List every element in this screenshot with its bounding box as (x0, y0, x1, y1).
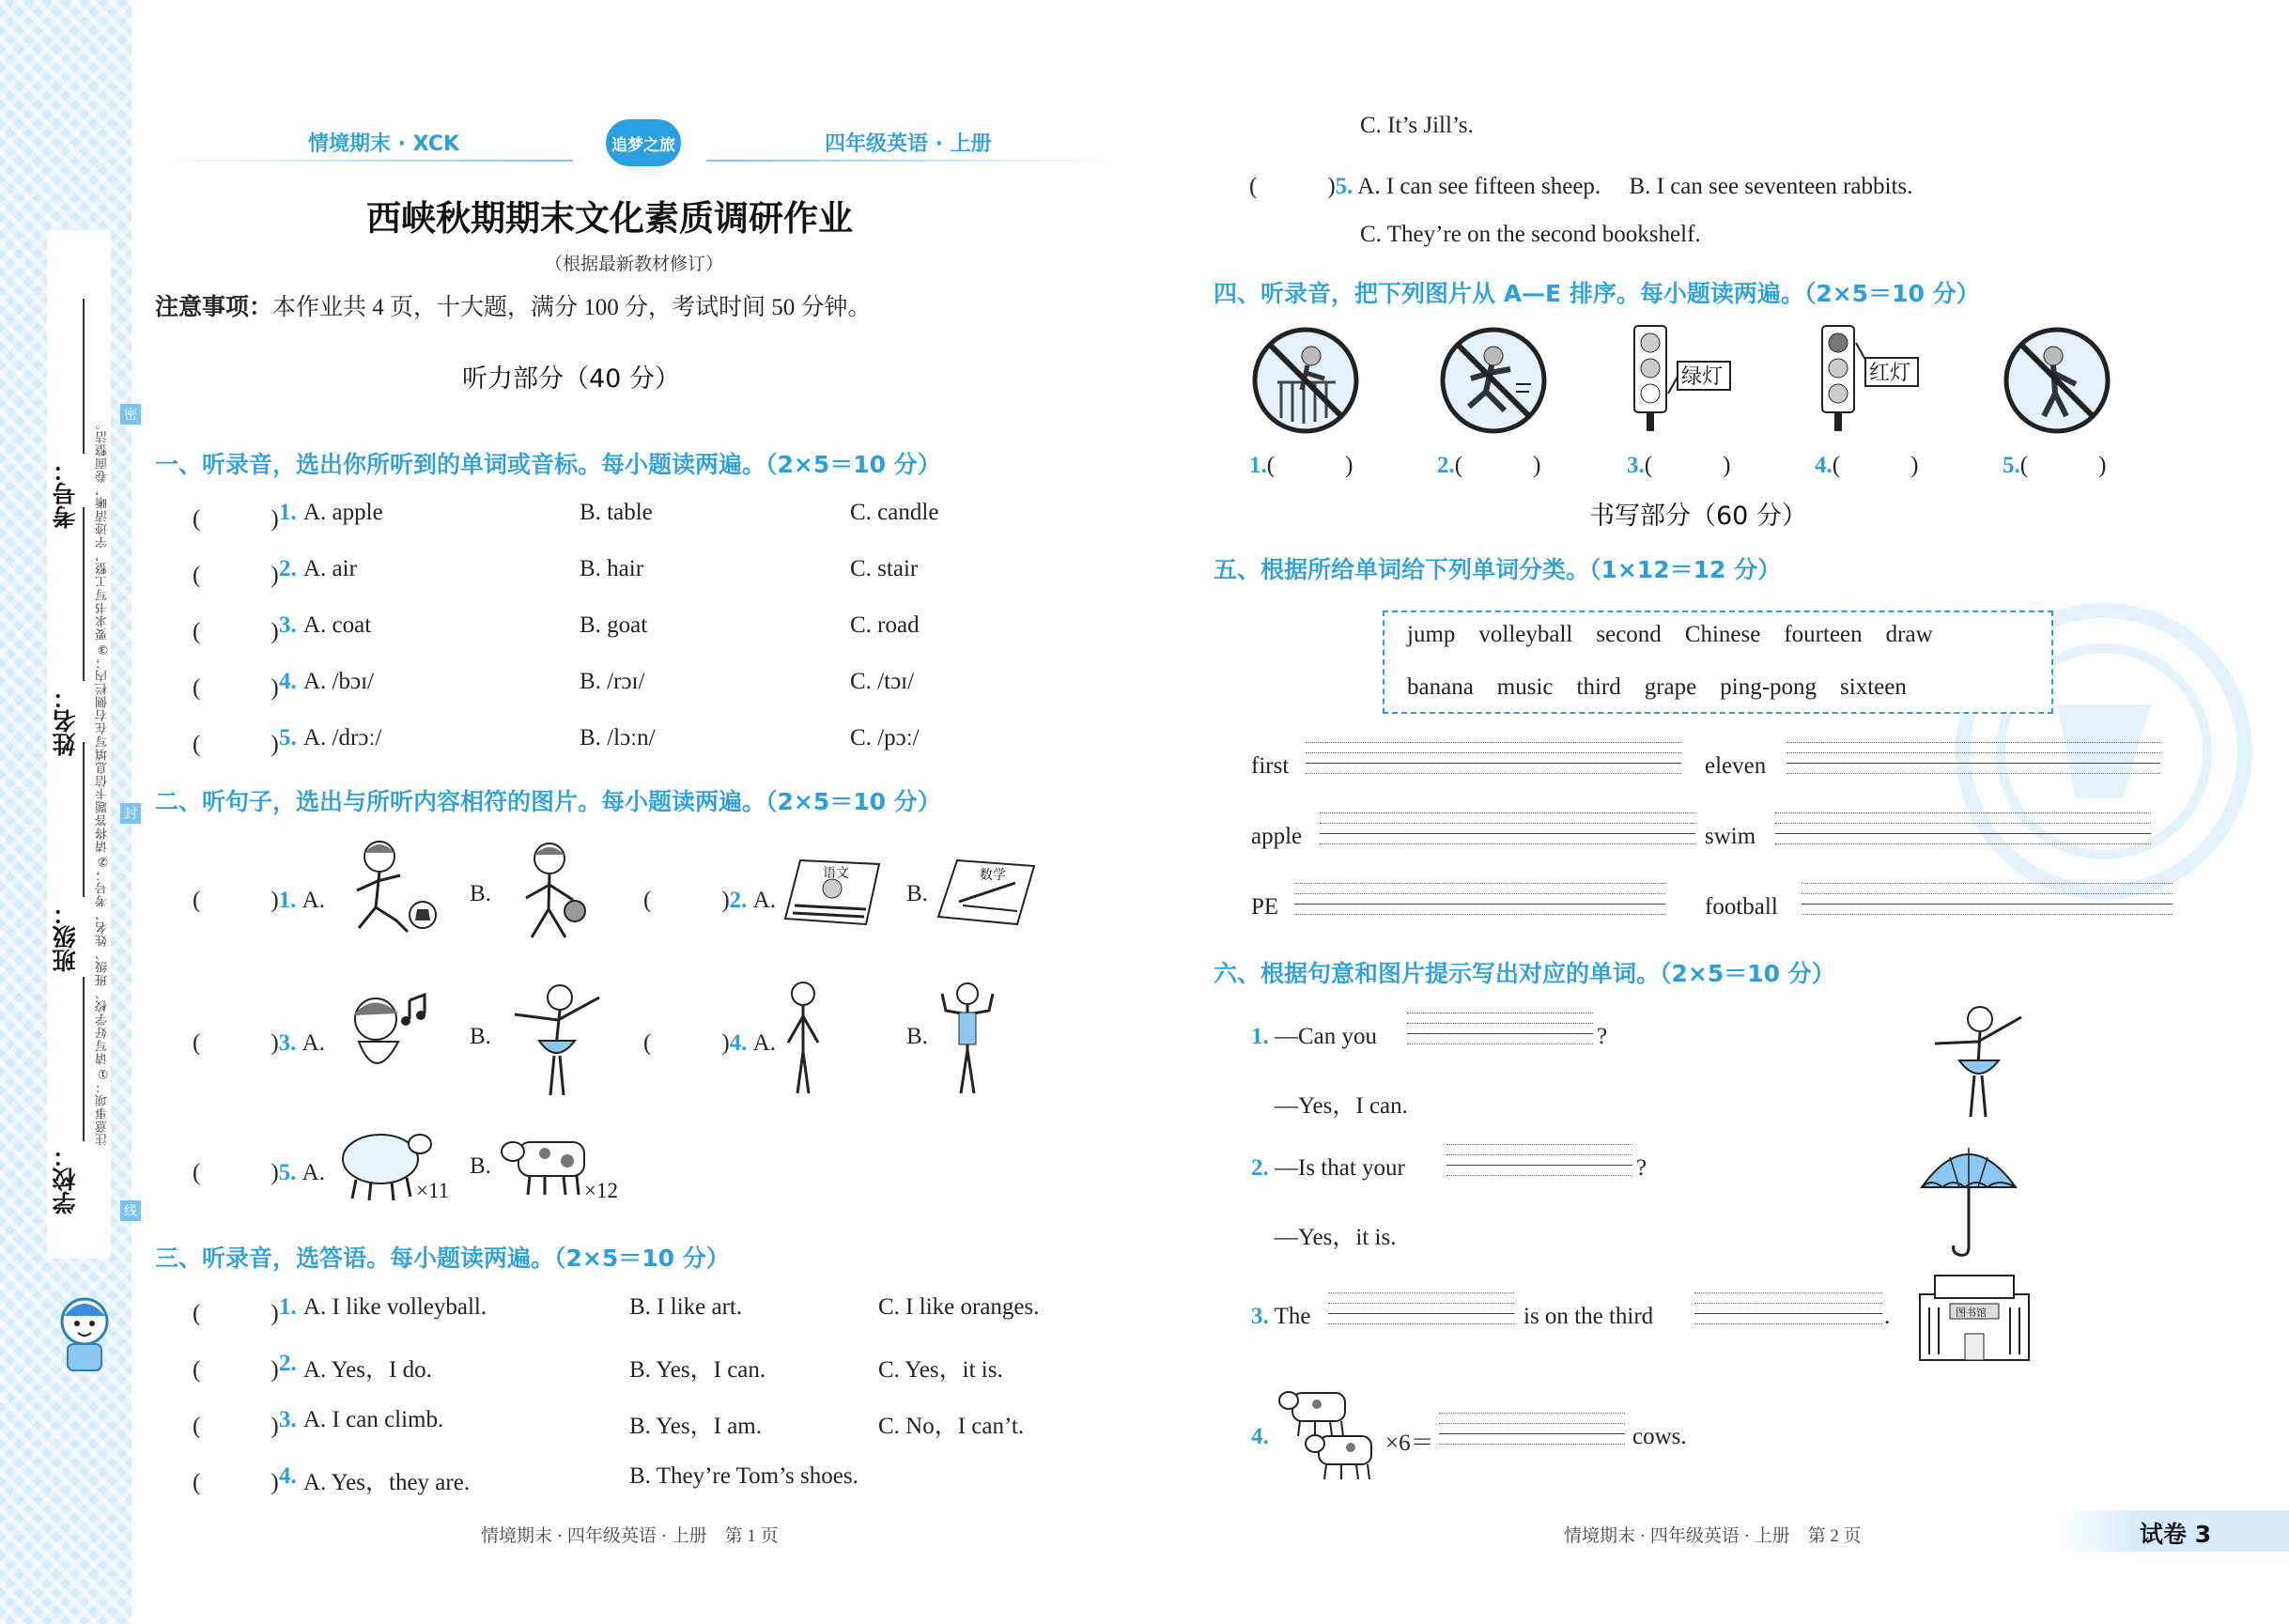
red-light-icon (1815, 324, 1918, 437)
answer-line-football[interactable] (1802, 875, 2173, 915)
s4-answer-4[interactable]: 4.( ) (1815, 453, 1919, 478)
s2-q1: ( )1. A. (193, 888, 325, 913)
answer-line-swim[interactable] (1775, 805, 2151, 844)
answer-blank[interactable]: ( ) (193, 563, 279, 588)
class-line[interactable] (83, 742, 85, 897)
umbrella-icon (1916, 1137, 2019, 1259)
option-b: B. table (580, 500, 653, 525)
s6-q4-end: cows. (1632, 1424, 1687, 1449)
option-b: B. Yes，I am. (629, 1414, 762, 1439)
section-3-heading: 三、听录音，选答语。每小题读两遍。（2×5＝10 分） (155, 1245, 730, 1272)
option-c: C. road (850, 612, 920, 638)
girl-singing-icon (331, 982, 443, 1094)
s4-answer-3[interactable]: 3.( ) (1627, 453, 1731, 478)
answer-blank[interactable]: ( ) (193, 619, 279, 644)
answer-blank[interactable]: ( ) (193, 1301, 279, 1326)
option-b: B. I like art. (629, 1294, 743, 1320)
s6-q4-times: ×6＝ (1385, 1431, 1434, 1456)
ballet-dancer-icon (1916, 1000, 2038, 1122)
answer-blank[interactable]: ( ) (643, 1030, 730, 1056)
s6-q1-end: ? (1597, 1024, 1608, 1049)
s4-answer-5[interactable]: 5.( ) (2003, 453, 2107, 478)
category-first: first (1251, 753, 1290, 779)
header-right-tag: 四年级英语 · 上册 (825, 132, 992, 156)
answer-line-q4[interactable] (1439, 1405, 1625, 1445)
thin-girl-icon (775, 977, 831, 1099)
option-b: B. /lɔːn/ (580, 725, 656, 750)
mascot-icon (47, 1291, 122, 1376)
exam-number-label: 考号： (52, 458, 79, 529)
section-5-heading: 五、根据所给单词给下列单词分类。（1×12＝12 分） (1214, 556, 1782, 583)
footer-page-2: 情境期末 · 四年级英语 · 上册 第 2 页 (1564, 1526, 1862, 1546)
notice (155, 288, 872, 322)
answer-blank[interactable]: ( ) (193, 1160, 279, 1185)
s6-q3: 3. The (1251, 1304, 1311, 1329)
option-b: B. goat (580, 612, 648, 638)
green-light-label: 绿灯 (1681, 365, 1724, 389)
writing-heading: 书写部分（60 分） (1589, 502, 1807, 531)
seal-feng: 封 (120, 803, 141, 824)
category-pe: PE (1251, 894, 1279, 920)
answer-line-pe[interactable] (1294, 875, 1665, 915)
s2-q5: ( )5. A. (193, 1160, 325, 1185)
answer-blank[interactable]: ( ) (193, 1470, 279, 1495)
option-b: B. hair (580, 556, 644, 581)
library-sign: 图书馆 (1956, 1307, 1987, 1319)
answer-blank[interactable]: ( ) (193, 675, 279, 701)
girl-dancing-icon (496, 977, 609, 1099)
answer-blank[interactable]: ( ) (193, 1414, 279, 1439)
answer-blank[interactable]: ( ) (193, 888, 279, 913)
s3-row-5: ( )5. A. I can see fifteen sheep. B. I can see seventeen rabbits. (1249, 174, 1913, 199)
book-title-shuxue: 数学 (980, 868, 1006, 883)
listening-heading: 听力部分（40 分） (462, 364, 680, 394)
page-subtitle: （根据最新教材修订） (545, 255, 724, 274)
answer-line-q2[interactable] (1446, 1137, 1632, 1176)
s2-q2-b: B. (906, 881, 928, 906)
header-rule-right (706, 160, 1120, 162)
s4-answer-2[interactable]: 2.( ) (1437, 453, 1541, 478)
s6-q2-answer: —Yes，it is. (1275, 1225, 1397, 1250)
option-a: A. /bɔɪ/ (303, 669, 374, 694)
s6-q2-end: ? (1636, 1155, 1647, 1181)
option-a: A. air (303, 556, 357, 581)
book-title-yuwen: 语文 (823, 866, 849, 881)
section-6-heading: 六、根据句意和图片提示写出对应的单词。（2×5＝10 分） (1214, 960, 1835, 987)
header-rule-left (155, 160, 573, 162)
category-swim: swim (1705, 824, 1756, 849)
s2-q4-b: B. (906, 1024, 928, 1049)
answer-blank[interactable]: ( ) (193, 732, 279, 757)
answer-line-q3b[interactable] (1694, 1285, 1882, 1324)
s6-q3-end: . (1884, 1304, 1891, 1329)
chinese-book-icon (781, 855, 885, 930)
notice-label: 注意事项： (155, 293, 273, 320)
library-building-icon (1916, 1270, 2034, 1364)
school-line[interactable] (83, 977, 85, 1141)
section-4-heading: 四、听录音，把下列图片从 A—E 排序。每小题读两遍。（2×5＝10 分） (1214, 280, 1980, 307)
s6-q2: 2. —Is that your (1251, 1155, 1405, 1181)
margin-note: 注意事项：①请写好学校、班级、姓名、考号；②请将答题卡信息填写在右侧栏内；③要求书写工整，字迹清晰，卷面整洁。 (96, 417, 110, 1146)
exam-number-line[interactable] (83, 299, 85, 454)
name-line[interactable] (83, 507, 85, 681)
math-book-icon (935, 857, 1038, 932)
name-label: 姓名： (52, 686, 79, 756)
answer-blank[interactable]: ( ) (193, 1030, 279, 1056)
option-c: C. I like oranges. (878, 1294, 1040, 1320)
cow-count: ×12 (584, 1179, 618, 1202)
school-label: 学校： (52, 1144, 79, 1214)
boy-playing-football-icon (331, 834, 443, 947)
option-a: A. I like volleyball. (303, 1294, 487, 1320)
word-bank-row-1: jump volleyball second Chinese fourteen draw (1407, 622, 1933, 647)
option-a: A. Yes，I do. (303, 1357, 432, 1383)
answer-line-q1[interactable] (1407, 1005, 1593, 1044)
no-pushing-icon (2001, 324, 2113, 437)
s6-q1-answer: —Yes，I can. (1275, 1093, 1408, 1119)
no-climbing-icon (1249, 324, 1362, 437)
header-left-tag: 情境期末 · XCK (308, 132, 460, 156)
section-1-heading: 一、听录音，选出你所听到的单词或音标。每小题读两遍。（2×5＝10 分） (155, 451, 941, 478)
s6-q1: 1. —Can you (1251, 1024, 1378, 1049)
s6-q3-mid: is on the third (1523, 1304, 1654, 1329)
notice-text: 本作业共 4 页，十大题，满分 100 分，考试时间 50 分钟。 (272, 295, 872, 320)
option-b: B. Yes，I can. (629, 1357, 766, 1383)
class-label: 班级： (52, 902, 79, 972)
s2-q3-b: B. (470, 1024, 491, 1049)
s2-q4: ( )4. A. (643, 1030, 776, 1056)
boy-playing-basketball-icon (498, 836, 601, 949)
category-football: football (1705, 894, 1778, 920)
answer-blank[interactable]: ( ) (1249, 174, 1336, 199)
paper-number: 试卷 3 (2140, 1521, 2212, 1548)
seal-mi: 密 (120, 404, 141, 425)
s2-q2: ( )2. A. (643, 888, 776, 913)
strong-man-icon (935, 979, 1000, 1099)
category-eleven: eleven (1705, 753, 1767, 779)
s2-q1-b: B. (470, 881, 491, 906)
sheep-count: ×11 (416, 1179, 450, 1202)
footer-page-1: 情境期末 · 四年级英语 · 上册 第 1 页 (481, 1526, 779, 1546)
option-c: C. candle (850, 500, 939, 525)
answer-line-q3a[interactable] (1328, 1285, 1514, 1324)
option-c: C. stair (850, 556, 919, 581)
answer-blank[interactable]: ( ) (643, 888, 730, 913)
option-c: C. Yes，it is. (878, 1357, 1003, 1383)
red-light-label: 红灯 (1869, 362, 1911, 385)
option-c: C. No，I can’t. (878, 1414, 1025, 1439)
category-apple: apple (1251, 824, 1303, 849)
option-a: A. coat (303, 612, 372, 638)
page-title: 西峡秋期期末文化素质调研作业 (366, 198, 853, 239)
s2-q5-b: B. (470, 1153, 491, 1179)
option-c: C. /pɔː/ (850, 725, 920, 750)
answer-line-first[interactable] (1306, 735, 1681, 774)
s6-q4: 4. (1251, 1424, 1269, 1449)
word-bank-row-2: banana music third grape ping-pong sixteen (1407, 674, 1907, 700)
answer-line-eleven[interactable] (1786, 735, 2160, 774)
option-a: A. Yes，they are. (303, 1470, 471, 1495)
word-bank (1383, 611, 2053, 714)
s3-q4-option-c: C. It’s Jill’s. (1360, 113, 1474, 138)
section-2-heading: 二、听句子，选出与所听内容相符的图片。每小题读两遍。（2×5＝10 分） (155, 788, 941, 815)
no-running-icon (1437, 324, 1550, 437)
s2-q3: ( )3. A. (193, 1030, 325, 1056)
option-c: C. /tɔɪ/ (850, 669, 915, 694)
cows-pair-icon (1276, 1385, 1388, 1489)
s4-answer-1[interactable]: 1.( ) (1249, 453, 1353, 478)
s3-q5-option-c: C. They’re on the second bookshelf. (1360, 222, 1701, 247)
option-a: A. apple (303, 500, 383, 525)
option-a: A. /drɔː/ (303, 725, 382, 750)
option-b: B. /rɔɪ/ (580, 669, 645, 694)
option-a: A. I can climb. (303, 1407, 444, 1432)
seal-xian: 线 (120, 1200, 141, 1221)
green-light-icon (1627, 324, 1730, 437)
answer-line-apple[interactable] (1320, 805, 1695, 844)
answer-blank[interactable]: ( ) (193, 506, 279, 532)
answer-blank[interactable]: ( ) (193, 1357, 279, 1383)
header-logo: 追梦之旅 (606, 119, 681, 166)
option-b: B. They’re Tom’s shoes. (629, 1463, 858, 1489)
